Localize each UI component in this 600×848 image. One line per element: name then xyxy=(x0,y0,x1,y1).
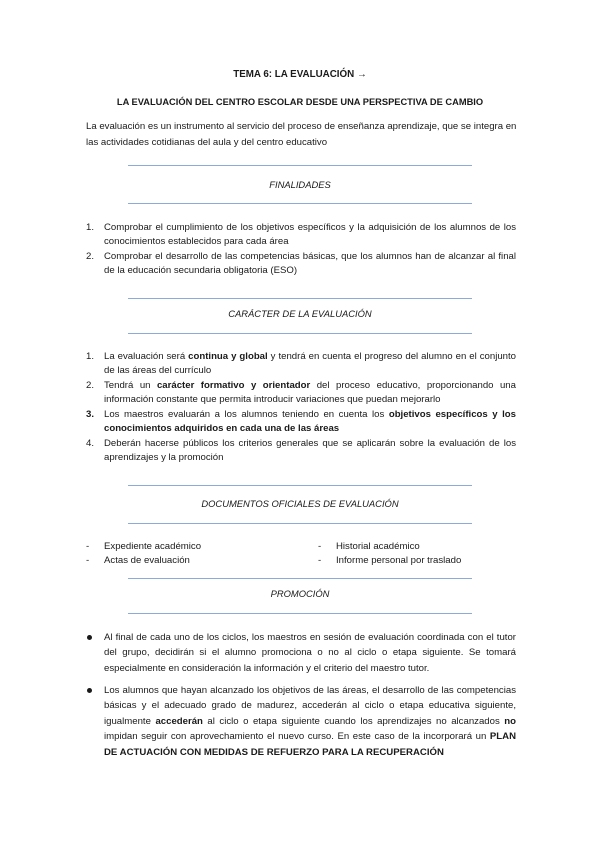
bullet-item xyxy=(86,630,516,676)
title-text: TEMA 6: LA EVALUACIÓN xyxy=(233,69,355,80)
dash-bullet: - xyxy=(86,555,90,566)
page-title xyxy=(0,69,600,80)
document-label: Informe personal por traslado xyxy=(336,555,462,566)
bullet-item xyxy=(86,683,516,760)
dash-bullet: - xyxy=(318,555,322,566)
section-heading-caracter: CARÁCTER DE LA EVALUACIÓN xyxy=(228,308,372,319)
list-text: La evaluación será continua y global y tendrá en cuenta el progreso del alumno en el conjunto de las áreas del currículo xyxy=(104,351,516,377)
dash-bullet: - xyxy=(318,541,322,552)
document-item xyxy=(86,540,201,554)
document-item xyxy=(318,554,461,568)
list-number: 4. xyxy=(86,438,95,449)
bullet-text: Al final de cada uno de los ciclos, los maestros en sesión de evaluación coordinada con el tutor del grupo, decidirán si el alumno promociona o no al ciclo o etapa siguiente. Se tomará especialmente en consideración la información y el criterio del maestro tutor. xyxy=(104,632,516,674)
page-subtitle: LA EVALUACIÓN DEL CENTRO ESCOLAR DESDE UNA PERSPECTIVA DE CAMBIO xyxy=(116,97,484,107)
bullet-dot-icon xyxy=(87,688,92,693)
section-divider xyxy=(128,333,472,334)
document-label: Actas de evaluación xyxy=(104,555,190,566)
section-divider xyxy=(128,578,472,579)
section-heading-finalidades: FINALIDADES xyxy=(269,179,331,190)
section-divider xyxy=(128,523,472,524)
list-number: 2. xyxy=(86,380,95,391)
list-number: 3. xyxy=(86,409,95,420)
list-item xyxy=(86,250,516,279)
section-heading-promocion: PROMOCIÓN xyxy=(270,588,330,599)
document-item xyxy=(318,540,420,554)
section-divider xyxy=(128,165,472,166)
document-label: Expediente académico xyxy=(104,541,202,552)
list-text: Deberán hacerse públicos los criterios generales que se aplicarán sobre la evaluación de los aprendizajes y la promoción xyxy=(104,438,516,464)
list-item xyxy=(86,437,516,466)
document-item xyxy=(86,554,190,568)
section-heading-documentos: DOCUMENTOS OFICIALES DE EVALUACIÓN xyxy=(201,498,399,509)
intro-paragraph: La evaluación es un instrumento al servicio del proceso de enseñanza aprendizaje, que se integra en las actividades cotidianas del aula y del centro educativo xyxy=(86,121,517,148)
arrow-right-icon: → xyxy=(356,69,367,80)
list-number: 2. xyxy=(86,251,95,262)
list-text: Tendrá un carácter formativo y orientador del proceso educativo, proporcionando una información constante que permita introducir variaciones que puedan mejorarlo xyxy=(104,380,516,406)
list-text: Comprobar el desarrollo de las competencias básicas, que los alumnos han de alcanzar al final de la educación secundaria obligatoria (ESO) xyxy=(104,251,516,277)
list-item xyxy=(86,408,516,437)
bullet-dot-icon xyxy=(87,635,92,640)
section-divider xyxy=(128,485,472,486)
list-text: Los maestros evaluarán a los alumnos teniendo en cuenta los objetivos específicos y los conocimientos adquiridos en cada una de las áreas xyxy=(104,409,517,435)
dash-bullet: - xyxy=(86,541,90,552)
list-item xyxy=(86,221,516,250)
bullet-text: Los alumnos que hayan alcanzado los objetivos de las áreas, el desarrollo de las competencias básicas y el adecuado grado de madurez, accederán al ciclo o etapa educativa siguiente, igualmente accederán al ciclo o etapa siguiente cuando los aprendizajes no alcanzados no impidan seguir con aprovechamiento el nuevo curso. En este caso de la incorporará un PLAN DE ACTUACIÓN CON MEDIDAS DE REFUERZO PARA LA RECUPERACIÓN xyxy=(104,685,516,758)
section-divider xyxy=(128,203,472,204)
section-divider xyxy=(128,298,472,299)
document-label: Historial académico xyxy=(336,541,420,552)
list-item xyxy=(86,350,516,379)
list-item xyxy=(86,379,516,408)
list-text: Comprobar el cumplimiento de los objetivos específicos y la adquisición de los alumnos de los conocimientos establecidos para cada área xyxy=(104,222,516,248)
section-divider xyxy=(128,613,472,614)
list-number: 1. xyxy=(86,351,95,362)
list-number: 1. xyxy=(86,222,95,233)
